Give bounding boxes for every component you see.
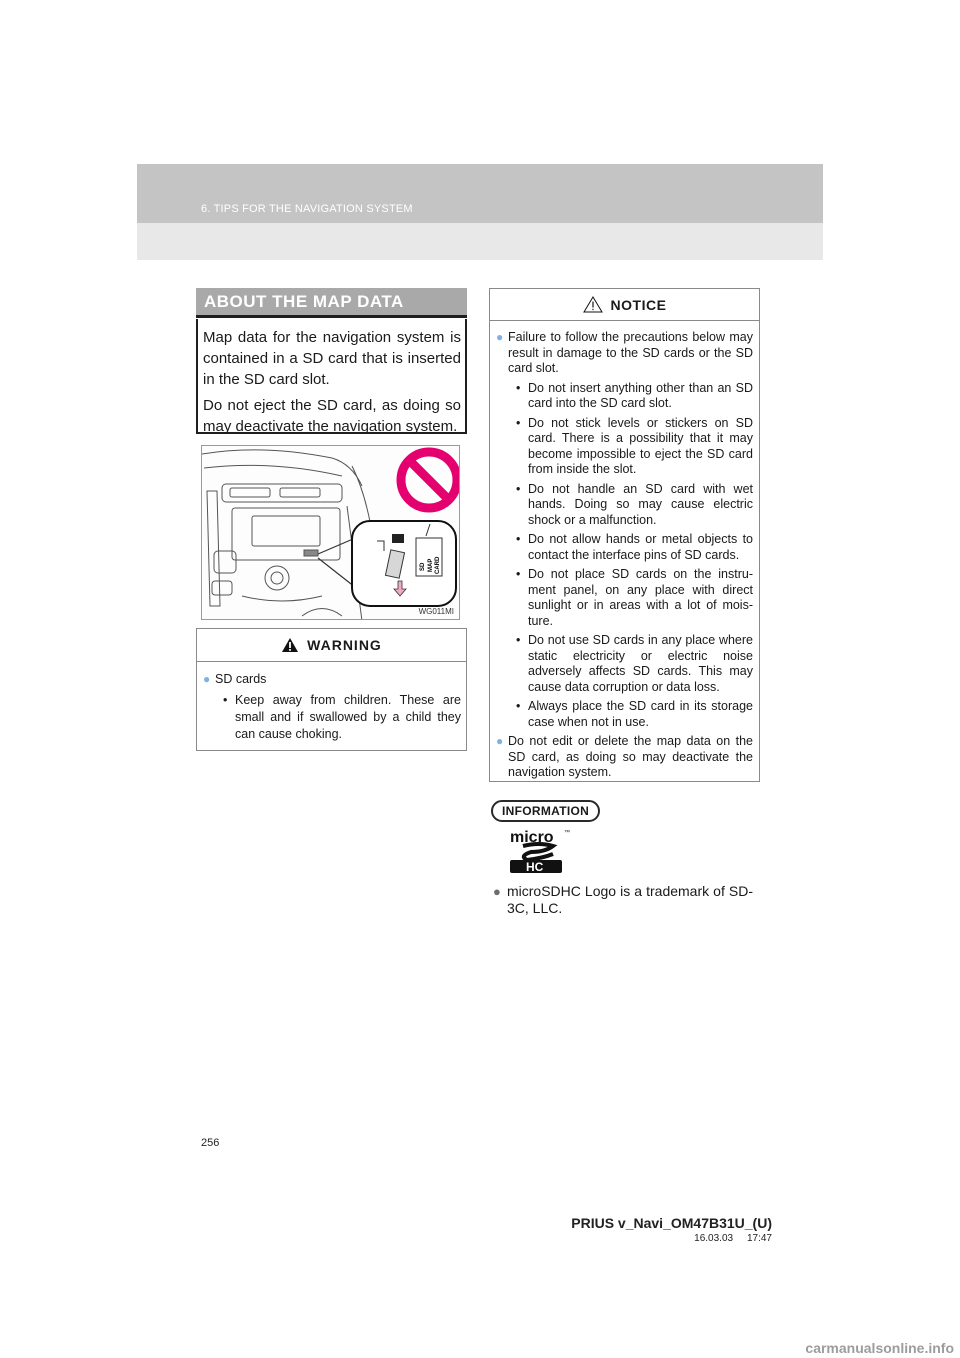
sub-bullet-icon: • xyxy=(516,481,521,496)
sub-bullet-icon: • xyxy=(223,693,228,707)
warning-title: WARNING xyxy=(307,637,382,653)
about-paragraph-2: Do not eject the SD card, as doing so may deactivate the navigation system. xyxy=(203,397,461,435)
page-number: 256 xyxy=(201,1137,220,1149)
notice-sub-item: • Do not place SD cards on the instru-ment panel, on any place with direct sunlight or in areas with a lot of mois-ture. xyxy=(516,567,753,628)
dashboard-drawing xyxy=(202,446,460,620)
about-paragraph-1: Map data for the navigation system is contained in a SD card that is inserted in the SD card slot. xyxy=(203,329,461,388)
bullet-icon: ● xyxy=(496,734,504,748)
notice-sub-item: • Do not use SD cards in any place where static electricity or electric noise adversely affects SD cards. This may cause data corruption or data loss. xyxy=(516,633,753,694)
notice-item-1: ● Failure to follow the precautions below may result in damage to the SD cards or the SD card slot. • Do not insert anything other than an SD card into the SD card slot. • Do not stick levels or stickers on SD card. There is a possibility that it may become impossible to eject the SD card from inside the slot. • Do not handle an SD card with wet hands. Doing so may cause electric shock or a malfunction. • Do not allow hands or metal objects to contact the interface pins of SD cards. • Do not place SD cards on the instru-ment panel, on any place with direct sunlight or in areas with a lot of mois-ture. • Do not use SD cards in any place where static electricity or electric noise adversely affects SD cards. This may cause data corruption or data loss. • Always place the SD card in its storage case when not in use. xyxy=(496,330,753,729)
footer-date: 16.03.03 17:47 xyxy=(694,1233,772,1244)
logo-tm: ™ xyxy=(564,830,570,836)
prohibited-icon xyxy=(401,452,457,508)
footer-model: PRIUS v_Navi_OM47B31U_(U) xyxy=(571,1215,772,1231)
information-text xyxy=(493,883,753,917)
bullet-icon: ● xyxy=(493,884,501,899)
sub-bullet-icon: • xyxy=(516,567,521,581)
logo-hc-text: HC xyxy=(526,860,544,874)
notice-sub-item: • Do not stick levels or stickers on SD card. There is a possibility that it may become impossible to eject the SD card from inside the slot. xyxy=(516,415,753,476)
warning-item xyxy=(203,671,461,743)
logo-micro-text: micro xyxy=(510,829,554,846)
sub-bullet-icon: • xyxy=(516,699,521,713)
notice-sub-item: • Always place the SD card in its storage case when not in use. xyxy=(516,699,753,729)
card-label-sd: SD xyxy=(420,562,426,571)
notice-box xyxy=(489,288,760,782)
sub-bullet-icon: • xyxy=(516,415,521,430)
warning-item-title: SD cards xyxy=(215,672,267,686)
warning-body xyxy=(197,662,466,743)
sd-card-illustration xyxy=(201,445,460,620)
card-label-card: CARD xyxy=(435,556,441,574)
warning-sub-item: • Keep away from children. These are small and if swallowed by a child they can cause choking. xyxy=(223,693,461,741)
logo-sd-swoosh xyxy=(523,844,553,860)
figure-code: WG011MI xyxy=(418,607,454,616)
information-item: ● microSDHC Logo is a trademark of SD-3C, LLC. xyxy=(493,883,753,916)
section-title: 6. TIPS FOR THE NAVIGATION SYSTEM xyxy=(201,203,413,215)
bullet-icon: ● xyxy=(496,330,504,344)
sub-bullet-icon: • xyxy=(516,532,521,546)
bullet-icon: ● xyxy=(203,672,211,686)
warning-header xyxy=(197,629,466,662)
notice-item-2: ● Do not edit or delete the map data on the SD card, as doing so may deactivate the navigation system. xyxy=(496,734,753,779)
warning-triangle-icon xyxy=(281,637,299,653)
notice-sub-item: • Do not insert anything other than an SD card into the SD card slot. xyxy=(516,380,753,410)
sub-bullet-icon: • xyxy=(516,633,521,647)
microsdhc-logo-icon xyxy=(509,826,575,874)
notice-title: NOTICE xyxy=(610,296,667,313)
sub-bullet-icon: • xyxy=(516,380,521,395)
notice-sub-item: • Do not allow hands or metal objects to contact the interface pins of SD cards. xyxy=(516,532,753,562)
notice-header xyxy=(490,289,759,321)
watermark: carmanualsonline.info xyxy=(805,1340,954,1356)
notice-body xyxy=(490,321,759,781)
header-subband xyxy=(137,223,823,260)
card-label-map: MAP xyxy=(428,558,434,572)
information-label-wrap xyxy=(491,800,600,822)
information-label: INFORMATION xyxy=(491,800,600,822)
warning-box xyxy=(196,628,467,751)
notice-sub-item: • Do not handle an SD card with wet hands. Doing so may cause electric shock or a malfunction. xyxy=(516,481,753,527)
about-title: ABOUT THE MAP DATA xyxy=(204,292,404,311)
caution-triangle-icon xyxy=(583,296,603,313)
about-intro-box xyxy=(196,319,467,434)
